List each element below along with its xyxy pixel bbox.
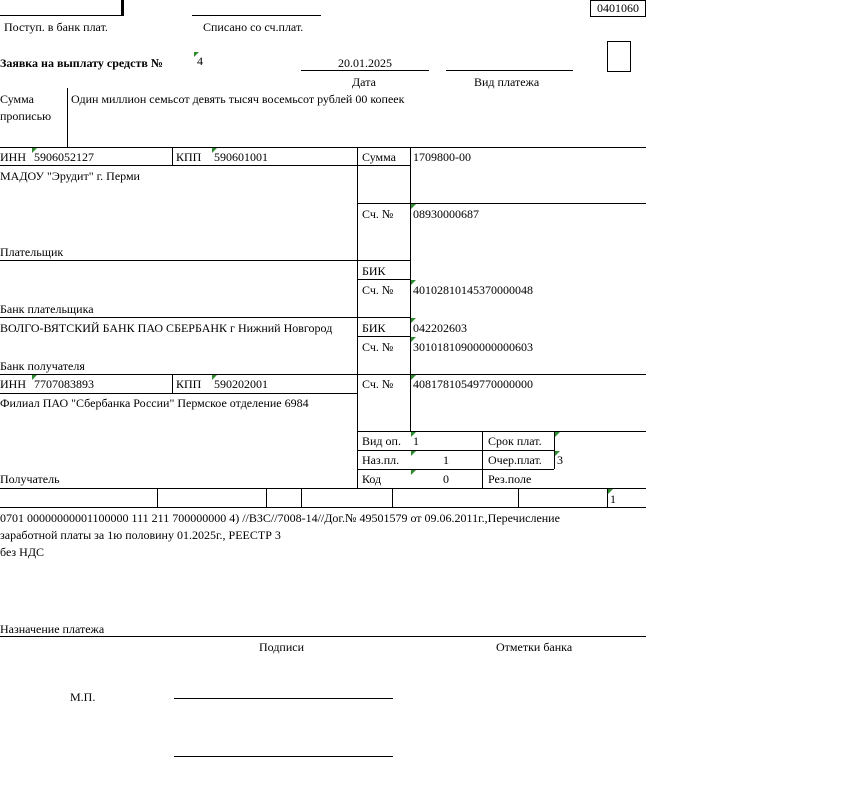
grid-line bbox=[0, 507, 646, 508]
grid-line bbox=[482, 469, 554, 470]
op-type-value[interactable]: 1 bbox=[413, 434, 419, 448]
date-line bbox=[301, 70, 429, 71]
received-label: Поступ. в банк плат. bbox=[4, 20, 108, 34]
amount-words-label-2: прописью bbox=[0, 109, 52, 123]
payee-role-label: Получатель bbox=[0, 472, 60, 486]
purpose-code-value[interactable]: 1 bbox=[443, 453, 449, 467]
grid-line bbox=[0, 393, 357, 394]
code-value[interactable]: 0 bbox=[443, 472, 449, 486]
payee-kpp[interactable]: 590202001 bbox=[214, 377, 268, 391]
grid-line bbox=[0, 317, 410, 318]
payee-bank-name[interactable]: ВОЛГО-ВЯТСКИЙ БАНК ПАО СБЕРБАНК г Нижний Новгород bbox=[0, 321, 333, 335]
op-type-label: Вид оп. bbox=[362, 434, 401, 448]
top-left-box-edge bbox=[121, 0, 124, 16]
payer-bank-account[interactable]: 40102810145370000048 bbox=[413, 283, 533, 297]
debited-line bbox=[192, 15, 321, 16]
grid-line bbox=[357, 203, 410, 204]
payee-account-label: Сч. № bbox=[362, 377, 394, 391]
signature-line-2 bbox=[174, 756, 393, 757]
document-date[interactable]: 20.01.2025 bbox=[338, 56, 392, 70]
amount-words-text[interactable]: Один миллион семьсот девять тысяч восемьсот рублей 00 копеек bbox=[71, 92, 405, 106]
payer-bank-account-label: Сч. № bbox=[362, 283, 394, 297]
grid-line bbox=[518, 488, 519, 507]
payee-kpp-label: КПП bbox=[176, 377, 202, 391]
grid-line bbox=[0, 260, 410, 261]
grid-line bbox=[172, 147, 173, 165]
grid-line bbox=[301, 488, 302, 507]
form-corner-box bbox=[607, 41, 631, 72]
grid-line bbox=[0, 374, 646, 375]
payer-kpp-label: КПП bbox=[176, 150, 202, 164]
edit-marker bbox=[411, 470, 416, 475]
amount-value[interactable]: 1709800-00 bbox=[413, 150, 471, 164]
purpose-code-label: Наз.пл. bbox=[362, 453, 400, 467]
amount-words-divider bbox=[67, 88, 68, 147]
purpose-line-3[interactable]: без НДС bbox=[0, 545, 45, 559]
grid-line bbox=[0, 165, 357, 166]
edit-marker bbox=[555, 432, 560, 437]
due-date-label: Срок плат. bbox=[488, 434, 542, 448]
payee-inn[interactable]: 7707083893 bbox=[34, 377, 94, 391]
payee-account[interactable]: 40817810549770000000 bbox=[413, 377, 533, 391]
payer-account[interactable]: 08930000687 bbox=[413, 207, 479, 221]
signatures-label: Подписи bbox=[259, 640, 305, 654]
amount-label: Сумма bbox=[362, 150, 396, 164]
amount-words-label-1: Сумма bbox=[0, 92, 34, 106]
grid-line bbox=[482, 450, 554, 451]
grid-line bbox=[266, 488, 267, 507]
top-left-box-bottom bbox=[0, 15, 124, 16]
grid-line bbox=[172, 374, 173, 393]
payee-bank-corr-label: Сч. № bbox=[362, 340, 394, 354]
payer-role-label: Плательщик bbox=[0, 245, 64, 259]
payee-bank-corr-account[interactable]: 30101810900000000603 bbox=[413, 340, 533, 354]
payer-kpp[interactable]: 590601001 bbox=[214, 150, 268, 164]
payee-inn-label: ИНН bbox=[0, 377, 26, 391]
purpose-label: Назначение платежа bbox=[0, 622, 105, 636]
payer-bank-label: Банк плательщика bbox=[0, 302, 94, 316]
grid-line bbox=[357, 336, 410, 337]
grid-line bbox=[410, 147, 411, 431]
stamp-label: М.П. bbox=[70, 690, 96, 704]
grid-line bbox=[357, 431, 646, 432]
grid-line bbox=[357, 279, 410, 280]
code-label: Код bbox=[362, 472, 382, 486]
priority-label: Очер.плат. bbox=[488, 453, 542, 467]
grid-line bbox=[410, 203, 646, 204]
grid-line bbox=[357, 165, 410, 166]
edit-marker bbox=[411, 451, 416, 456]
payee-name[interactable]: Филиал ПАО "Сбербанка России" Пермское отделение 6984 bbox=[0, 396, 309, 410]
purpose-line-2[interactable]: заработной платы за 1ю половину 01.2025г., РЕЕСТР 3 bbox=[0, 528, 281, 542]
purpose-line-1[interactable]: 0701 00000000001100000 111 211 700000000 4) //ВЗС//7008-14//Дог.№ 49501579 от 09.06.2011г.,Перечисление bbox=[0, 511, 560, 525]
reserve-label: Рез.поле bbox=[488, 472, 532, 486]
debited-label: Списано со сч.плат. bbox=[203, 20, 304, 34]
grid-line bbox=[357, 147, 358, 488]
grid-line bbox=[392, 488, 393, 507]
grid-line bbox=[0, 636, 646, 637]
payer-bank-bik-label: БИК bbox=[362, 264, 386, 278]
document-number[interactable]: 4 bbox=[197, 54, 203, 68]
grid-line bbox=[157, 488, 158, 507]
signature-line-1 bbox=[174, 698, 393, 699]
tax-row-last-value[interactable]: 1 bbox=[610, 492, 616, 506]
payer-inn[interactable]: 5906052127 bbox=[34, 150, 94, 164]
payment-type-line bbox=[446, 70, 573, 71]
grid-line bbox=[0, 147, 646, 148]
payee-bank-bik[interactable]: 042202603 bbox=[413, 321, 467, 335]
payee-bank-label: Банк получателя bbox=[0, 359, 85, 373]
payer-inn-label: ИНН bbox=[0, 150, 26, 164]
payee-bank-bik-label: БИК bbox=[362, 321, 386, 335]
grid-line bbox=[482, 431, 483, 488]
date-label: Дата bbox=[352, 75, 376, 89]
payer-name[interactable]: МАДОУ "Эрудит" г. Перми bbox=[0, 169, 140, 183]
payment-type-label: Вид платежа bbox=[474, 75, 540, 89]
grid-line bbox=[357, 469, 482, 470]
bank-marks-label: Отметки банка bbox=[496, 640, 573, 654]
payer-account-label: Сч. № bbox=[362, 207, 394, 221]
priority-value[interactable]: 3 bbox=[557, 453, 563, 467]
grid-line bbox=[0, 488, 646, 489]
grid-line bbox=[357, 450, 482, 451]
document-title: Заявка на выплату средств № bbox=[0, 56, 163, 70]
form-code: 0401060 bbox=[597, 1, 639, 15]
